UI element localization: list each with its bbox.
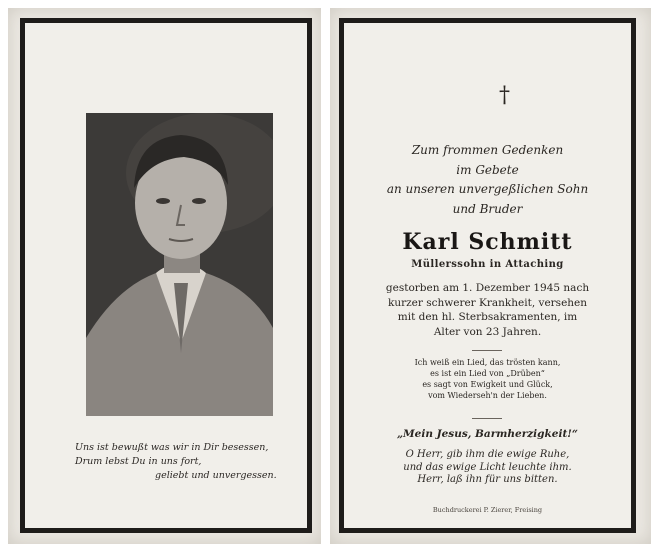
death-notice bbox=[344, 281, 631, 339]
death-line: gestorben am 1. Dezember 1945 nach bbox=[385, 282, 590, 294]
prayer-line: Herr, laß ihn für uns bitten. bbox=[417, 474, 558, 485]
death-line: kurzer schwerer Krankheit, versehen bbox=[387, 296, 588, 309]
intro-line: und Bruder bbox=[452, 201, 523, 216]
deceased-name: Karl Schmitt bbox=[402, 229, 573, 255]
portrait-figure bbox=[86, 113, 273, 416]
left-card-panel bbox=[8, 8, 321, 544]
deceased-subtitle: Müllerssohn in Attaching bbox=[411, 259, 564, 270]
song-line: Ich weiß ein Lied, das trösten kann, bbox=[414, 358, 561, 367]
divider bbox=[472, 418, 502, 419]
song-line: es ist ein Lied von „Drüben“ bbox=[430, 369, 545, 378]
verse-line: geliebt und unvergessen. bbox=[155, 470, 277, 481]
prayer-title: „Mein Jesus, Barmherzigkeit!“ bbox=[397, 428, 578, 440]
intro-line: Zum frommen Gedenken bbox=[411, 143, 564, 157]
song-line: es sagt von Ewigkeit und Glück, bbox=[422, 380, 553, 389]
printer-credit: Buchdruckerei P. Zierer, Freising bbox=[432, 506, 543, 514]
song-line: vom Wiederseh'n der Lieben. bbox=[428, 391, 547, 400]
divider bbox=[472, 350, 502, 351]
song-verse bbox=[344, 357, 631, 401]
right-mourning-frame bbox=[339, 18, 636, 533]
right-card-panel bbox=[330, 8, 651, 544]
left-memorial-verse bbox=[75, 441, 295, 483]
death-line: mit den hl. Sterbsakramenten, im bbox=[397, 311, 578, 323]
intro-line: im Gebete bbox=[456, 162, 519, 177]
prayer-line: O Herr, gib ihm die ewige Ruhe, bbox=[405, 449, 570, 460]
cross-icon: † bbox=[499, 83, 510, 108]
intro-text bbox=[344, 141, 631, 219]
verse-line: Uns ist bewußt was wir in Dir besessen, bbox=[75, 442, 269, 453]
prayer-text bbox=[344, 449, 631, 487]
intro-line: an unseren unvergeßlichen Sohn bbox=[386, 182, 589, 196]
prayer-line: und das ewige Licht leuchte ihm. bbox=[403, 461, 572, 473]
left-mourning-frame bbox=[20, 18, 312, 533]
death-line: Alter von 23 Jahren. bbox=[433, 325, 542, 338]
portrait-photo bbox=[86, 113, 273, 416]
verse-line: Drum lebst Du in uns fort, bbox=[75, 456, 202, 467]
